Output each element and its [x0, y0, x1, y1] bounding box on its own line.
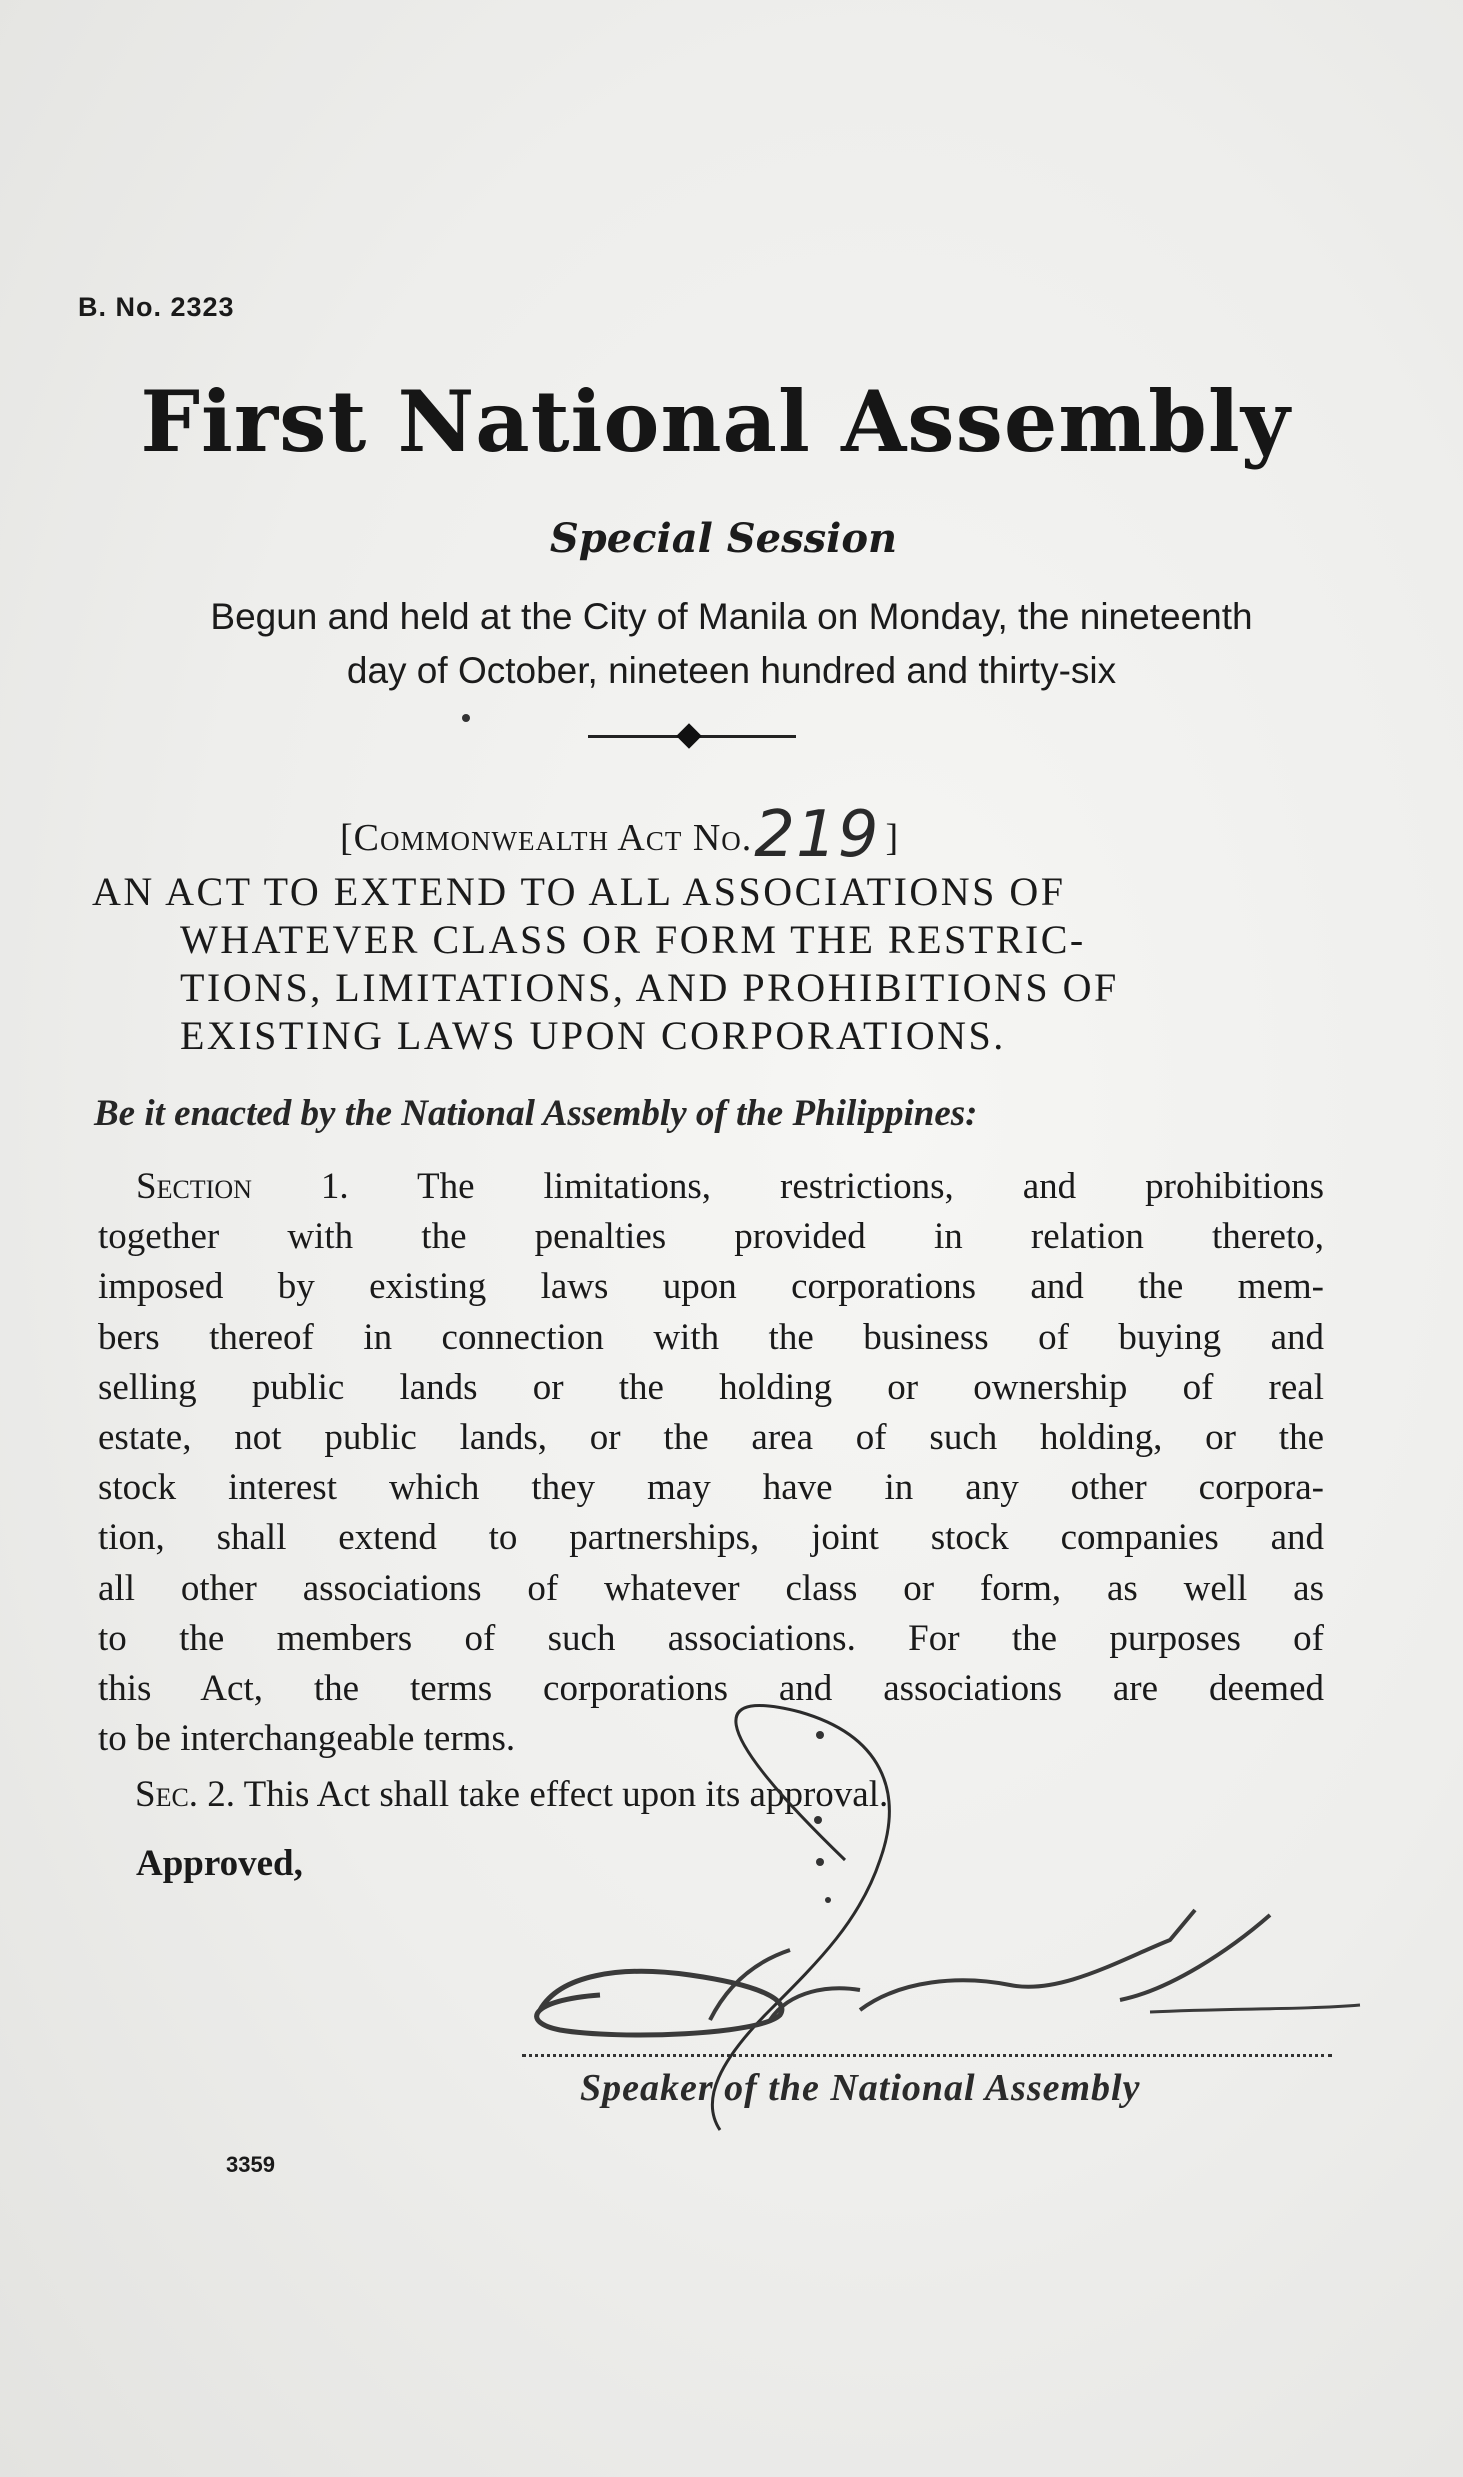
- ink-dot: [816, 1731, 824, 1739]
- session-date-line-1: Begun and held at the City of Manila on Monday, the nineteenth: [210, 596, 1253, 637]
- act-title-line-1: AN ACT TO EXTEND TO ALL ASSOCIATIONS OF: [92, 869, 1066, 914]
- section-1-line: selling public lands or the holding or ownership of real: [98, 1366, 1324, 1408]
- signature-stroke: [860, 1910, 1270, 2010]
- speaker-title: Speaker of the National Assembly: [580, 2067, 1141, 2109]
- section-1-line: estate, not public lands, or the area of such holding, or the: [98, 1417, 1324, 1459]
- print-number: 3359: [226, 2152, 275, 2177]
- act-number-handwritten: 219: [754, 798, 880, 872]
- act-title-line-3: TIONS, LIMITATIONS, AND PROHIBITIONS OF: [180, 965, 1119, 1010]
- section-1-line: imposed by existing laws upon corporations and the mem-: [98, 1266, 1324, 1308]
- act-title-line-2: WHATEVER CLASS OR FORM THE RESTRIC-: [180, 917, 1086, 962]
- assembly-heading: First National Assembly: [140, 372, 1291, 471]
- signature-stroke: [537, 1971, 782, 2035]
- act-prefix: [Commonwealth Act No.: [340, 817, 753, 859]
- session-date-line-2: day of October, nineteen hundred and thirty-six: [346, 650, 1117, 691]
- session-heading: Special Session: [549, 515, 898, 562]
- bill-number: B. No. 2323: [78, 292, 235, 322]
- section-1-line: to the members of such associations. For the purposes of: [98, 1617, 1324, 1659]
- ink-dot: [825, 1897, 831, 1903]
- section-1-line: stock interest which they may have in any other corpora-: [98, 1467, 1324, 1509]
- section-2-text: This Act shall take effect upon its approval.: [243, 1774, 889, 1815]
- section-1-heading: Section 1.: [136, 1166, 349, 1207]
- section-1-line: together with the penalties provided in relation thereto,: [98, 1216, 1324, 1258]
- section-1-line: bers thereof in connection with the business of buying and: [98, 1316, 1324, 1358]
- approved-label: Approved,: [136, 1843, 303, 1884]
- ink-dot: [816, 1858, 824, 1866]
- section-1-line: this Act, the terms corporations and associations are deemed: [98, 1668, 1324, 1710]
- section-1-line: Section 1. The limitations, restrictions, and prohibitions: [136, 1166, 1324, 1207]
- signature-line: [522, 2054, 1332, 2057]
- act-suffix: ]: [885, 817, 900, 859]
- ink-dot: [814, 1816, 822, 1824]
- signature-stroke: [710, 1950, 860, 2020]
- section-1-line: to be interchangeable terms.: [98, 1718, 516, 1760]
- section-2-heading: Sec. 2.: [135, 1774, 236, 1815]
- act-title-line-4: EXISTING LAWS UPON CORPORATIONS.: [180, 1013, 1006, 1058]
- signature-stroke: [1150, 2005, 1360, 2012]
- section-1-line: all other associations of whatever class or form, as well as: [98, 1567, 1324, 1609]
- enacting-clause: Be it enacted by the National Assembly of the Philippines:: [94, 1093, 978, 1134]
- section-1-line: tion, shall extend to partnerships, joint stock companies and: [98, 1517, 1324, 1559]
